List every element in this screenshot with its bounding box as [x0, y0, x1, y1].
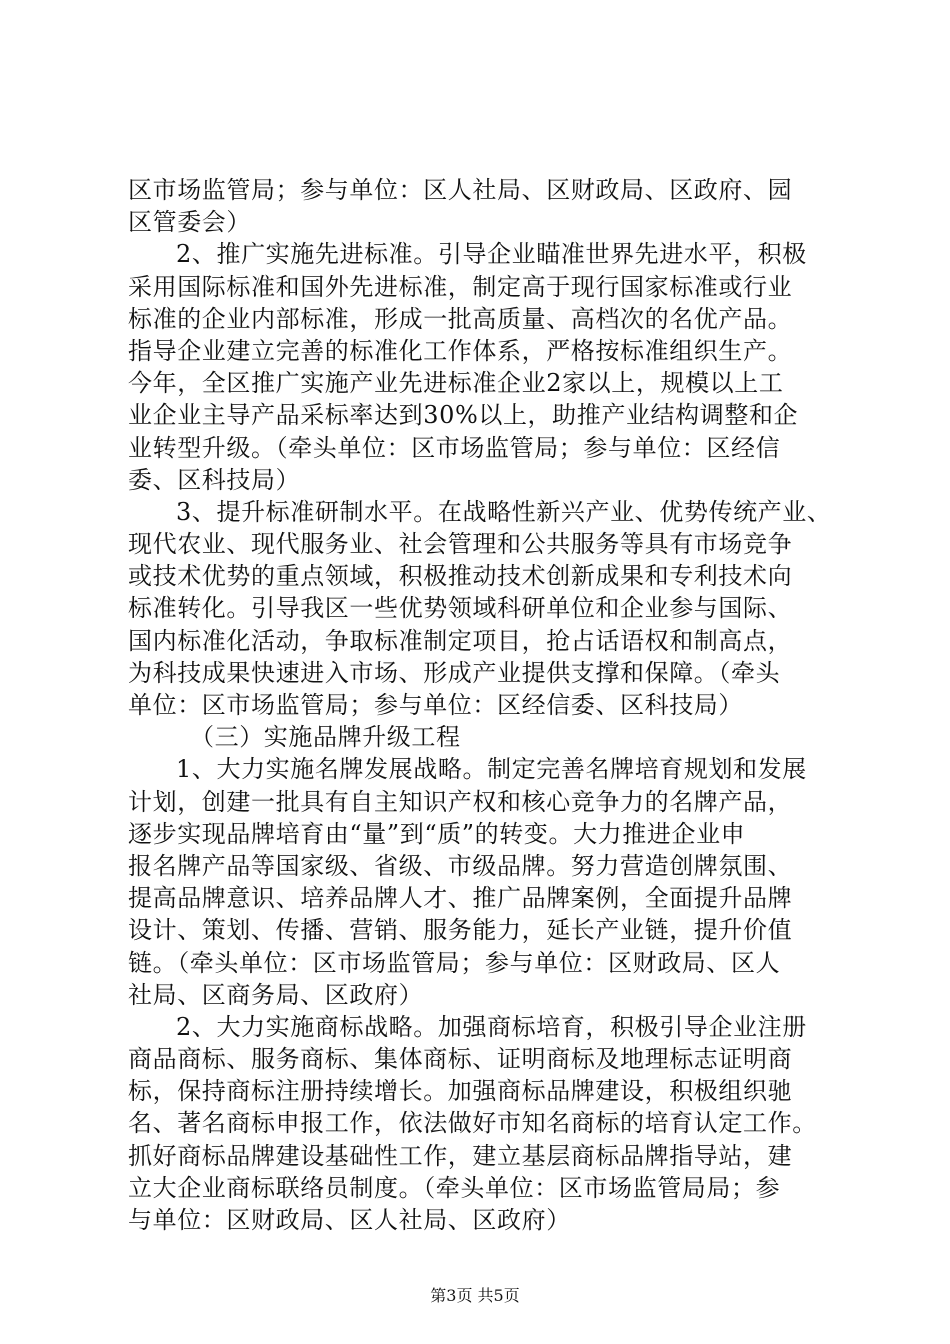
text-line: 现代农业、现代服务业、社会管理和公共服务等具有市场竞争: [128, 530, 793, 559]
text-line: 标准转化。引导我区一些优势领域科研单位和企业参与国际、: [128, 594, 793, 623]
text-line: 或技术优势的重点领域，积极推动技术创新成果和专利技术向: [128, 562, 793, 591]
text-line: 名、著名商标申报工作，依法做好市知名商标的培育认定工作。: [128, 1109, 817, 1138]
text-line: 社局、区商务局、区政府）: [128, 980, 424, 1009]
text-line: 设计、策划、传播、营销、服务能力，延长产业链，提升价值: [128, 916, 793, 945]
text-line: 业企业主导产品采标率达到30%以上，助推产业结构调整和企: [128, 401, 799, 430]
text-line: 逐步实现品牌培育由“量”到“质”的转变。大力推进企业申: [128, 819, 746, 848]
text-line: 委、区科技局）: [128, 465, 301, 494]
text-line: 今年，全区推广实施产业先进标准企业2家以上，规模以上工: [128, 369, 784, 398]
text-line: 2、推广实施先进标准。引导企业瞄准世界先进水平，积极: [176, 240, 807, 269]
text-line: 标准的企业内部标准，形成一批高质量、高档次的名优产品。: [128, 304, 793, 333]
text-line: 1、大力实施名牌发展战略。制定完善名牌培育规划和发展: [176, 755, 807, 784]
document-body: [128, 174, 833, 1236]
text-line: 指导企业建立完善的标准化工作体系，严格按标准组织生产。: [128, 336, 793, 365]
page-footer: 第3页 共5页: [430, 1286, 520, 1305]
text-line: 链。（牵头单位：区市场监管局；参与单位：区财政局、区人: [128, 948, 781, 977]
text-line: 区管委会）: [128, 208, 251, 237]
text-line: 标，保持商标注册持续增长。加强商标品牌建设，积极组织驰: [128, 1077, 793, 1106]
text-line: 国内标准化活动，争取标准制定项目，抢占话语权和制高点，: [128, 626, 793, 655]
text-line: 单位：区市场监管局；参与单位：区经信委、区科技局）: [128, 691, 743, 719]
text-line: 3、提升标准研制水平。在战略性新兴产业、优势传统产业、: [176, 497, 832, 526]
text-line: 2、大力实施商标战略。加强商标培育，积极引导企业注册: [176, 1012, 807, 1041]
text-line: 计划，创建一批具有自主知识产权和核心竞争力的名牌产品，: [128, 787, 793, 816]
text-line: 提高品牌意识、培养品牌人才、推广品牌案例，全面提升品牌: [128, 884, 793, 913]
text-line: 业转型升级。（牵头单位：区市场监管局；参与单位：区经信: [128, 433, 781, 462]
text-line: 区市场监管局；参与单位：区人社局、区财政局、区政府、园: [128, 176, 793, 204]
text-line: 报名牌产品等国家级、省级、市级品牌。努力营造创牌氛围、: [128, 851, 793, 880]
section-heading: （三）实施品牌升级工程: [190, 723, 461, 752]
text-line: 商品商标、服务商标、集体商标、证明商标及地理标志证明商: [128, 1045, 793, 1074]
text-line: 采用国际标准和国外先进标准，制定高于现行国家标准或行业: [128, 272, 793, 301]
text-line: 抓好商标品牌建设基础性工作，建立基层商标品牌指导站，建: [128, 1141, 793, 1170]
text-line: 与单位：区财政局、区人社局、区政府）: [128, 1206, 571, 1234]
text-line: 立大企业商标联络员制度。（牵头单位：区市场监管局局；参: [128, 1173, 781, 1202]
text-line: 为科技成果快速进入市场、形成产业提供支撑和保障。（牵头: [128, 658, 781, 687]
